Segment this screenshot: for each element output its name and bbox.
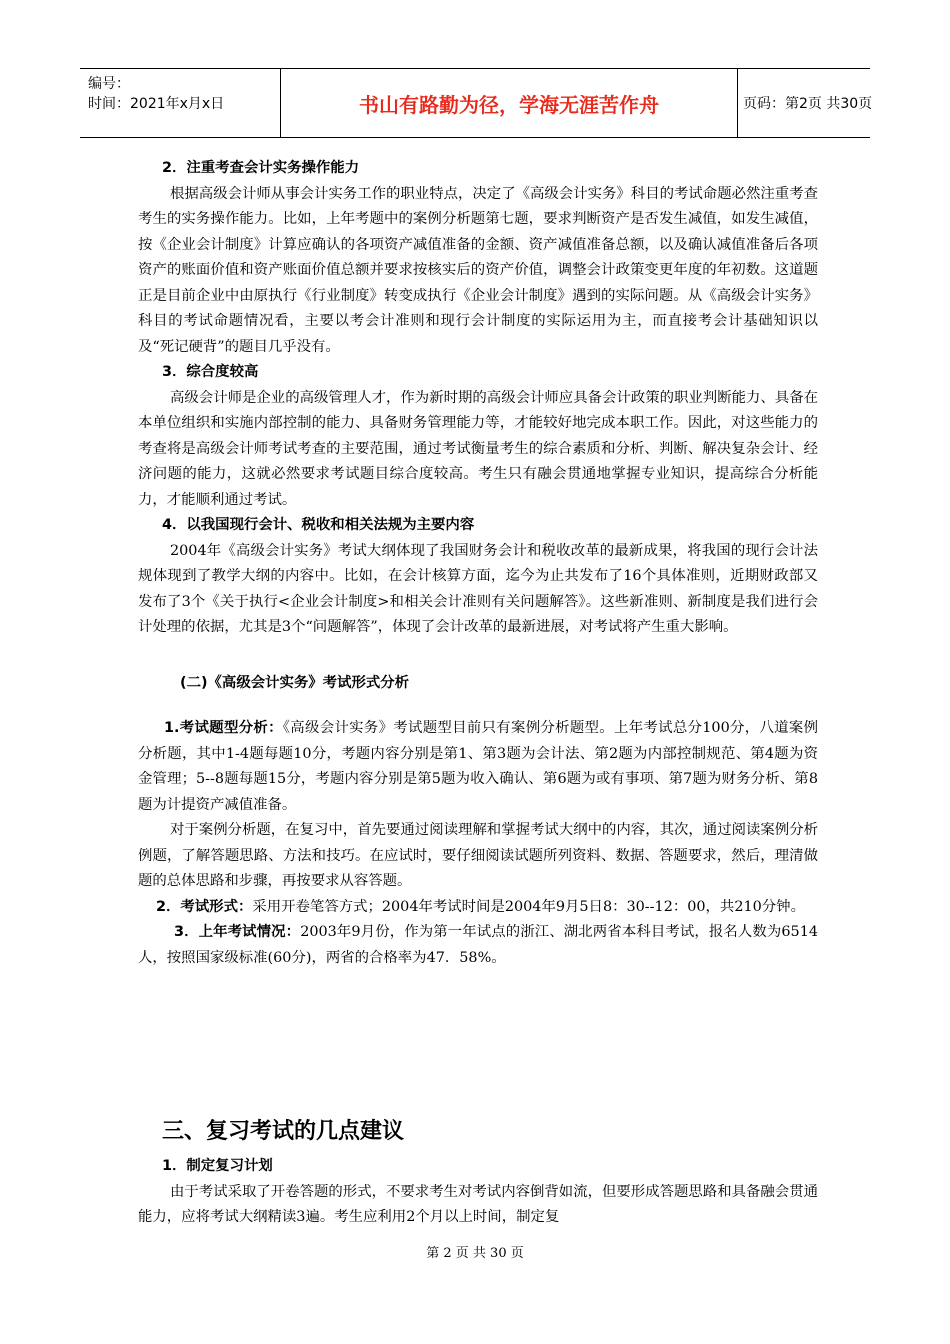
paragraph-practice-ability: 根据高级会计师从事会计实务工作的职业特点，决定了《高级会计实务》科目的考试命题必然注重考查考生的实务操作能力。比如，上年考题中的案例分析题第七题，要求判断资产是否发生减值，如发生减值，按《企业会计制度》计算应确认的各项资产减值准备的金额、资产减值准备总额，以及确认减值准备后各项资产的账面价值和资产账面价值总额并要求按核实后的资产价值，调整会计政策变更年度的年初数。这道题正是目前企业中由原执行《行业制度》转变成执行《企业会计制度》遇到的实际问题。从《高级会计实务》科目的考试命题情况看，主要以考会计准则和现行会计制度的实际运用为主，而直接考会计基础知识以及“死记硬背”的题目几乎没有。 [138,185,818,355]
serial-label: 编号： [88,76,130,92]
heading-comprehensive: 3．综合度较高 [162,364,259,380]
header-meta [80,69,280,137]
heading-review-plan: 1．制定复习计划 [162,1158,273,1174]
header-motto: 书山有路勤为径，学海无涯苦作舟 [280,69,738,137]
heading-practice-ability: 2．注重考查会计实务操作能力 [162,160,360,176]
text-exam-form: 采用开卷笔答方式；2004年考试时间是2004年9月5日8：30--12：00，共210分钟。 [252,898,805,915]
main-content [138,156,818,971]
lead-exam-form: 2．考试形式： [156,898,253,915]
paragraph-regulations: 2004年《高级会计实务》考试大纲体现了我国财务会计和税收改革的最新成果，将我国的现行会计法规体现到了教学大纲的内容中。比如，在会计核算方面，迄今为止共发布了16个具体准则，近期财政部又发布了3个《关于执行<企业会计制度>和相关会计准则有关问题解答》。这些新准则、新制度是我们进行会计处理的依据，尤其是3个“问题解答”，体现了会计改革的最新进展，对考试将产生重大影响。 [138,542,818,635]
review-content [138,1154,818,1231]
page-header [80,68,873,138]
section-title-review-advice: 三、复习考试的几点建议 [162,1119,405,1144]
paragraph-case-analysis: 对于案例分析题，在复习中，首先要通过阅读理解和掌握考试大纲中的内容，其次，通过阅读案例分析例题，了解答题思路、方法和技巧。在应试时，要仔细阅读试题所列资料、数据、答题要求，然后，理清做题的总体思路和步骤，再按要求从容答题。 [138,822,818,889]
paragraph-question-types [138,716,818,818]
text-last-exam: 2003年9月份，作为第一年试点的浙江、湖北两省本科目考试，报名人数为6514人，按照国家级标准(60分)，两省的合格率为47．58%。 [138,924,819,966]
lead-question-types: 1.考试题型分析： [164,720,283,736]
heading-exam-format: (二)《高级会计实务》考试形式分析 [180,674,410,691]
header-page-label: 页码：第2页 共30页 [743,96,873,112]
paragraph-last-exam [138,920,818,971]
lead-last-exam: 3．上年考试情况： [174,924,301,940]
heading-regulations: 4．以我国现行会计、税收和相关法规为主要内容 [162,517,475,533]
paragraph-review-plan: 由于考试采取了开卷答题的形式，不要求考生对考试内容倒背如流，但要形成答题思路和具备融会贯通能力，应将考试大纲精读3遍。考生应利用2个月以上时间，制定复 [138,1183,818,1225]
page-footer: 第 2 页 共 30 页 [426,1246,524,1261]
paragraph-exam-form [138,895,818,921]
text-question-types: 《高级会计实务》考试题型目前只有案例分析题型。上年考试总分100分，八道案例分析题，其中1-4题每题10分，考题内容分别是第1、第3题为会计法、第2题为内部控制规范、第4题为资金管理；5--8题每题15分，考题内容分别是第5题为收入确认、第6题为或有事项、第7题为财务分析、第8题为计提资产减值准备。 [138,720,818,813]
paragraph-comprehensive: 高级会计师是企业的高级管理人才，作为新时期的高级会计师应具备会计政策的职业判断能力、具备在本单位组织和实施内部控制的能力、具备财务管理能力等，才能较好地完成本职工作。因此，对这些能力的考查将是高级会计师考试考查的主要范围，通过考试衡量考生的综合素质和分析、判断、解决复杂会计、经济问题的能力，这就必然要求考试题目综合度较高。考生只有融会贯通地掌握专业知识，提高综合分析能力，才能顺利通过考试。 [138,389,818,508]
date-label: 时间：2021年x月x日 [88,96,225,112]
